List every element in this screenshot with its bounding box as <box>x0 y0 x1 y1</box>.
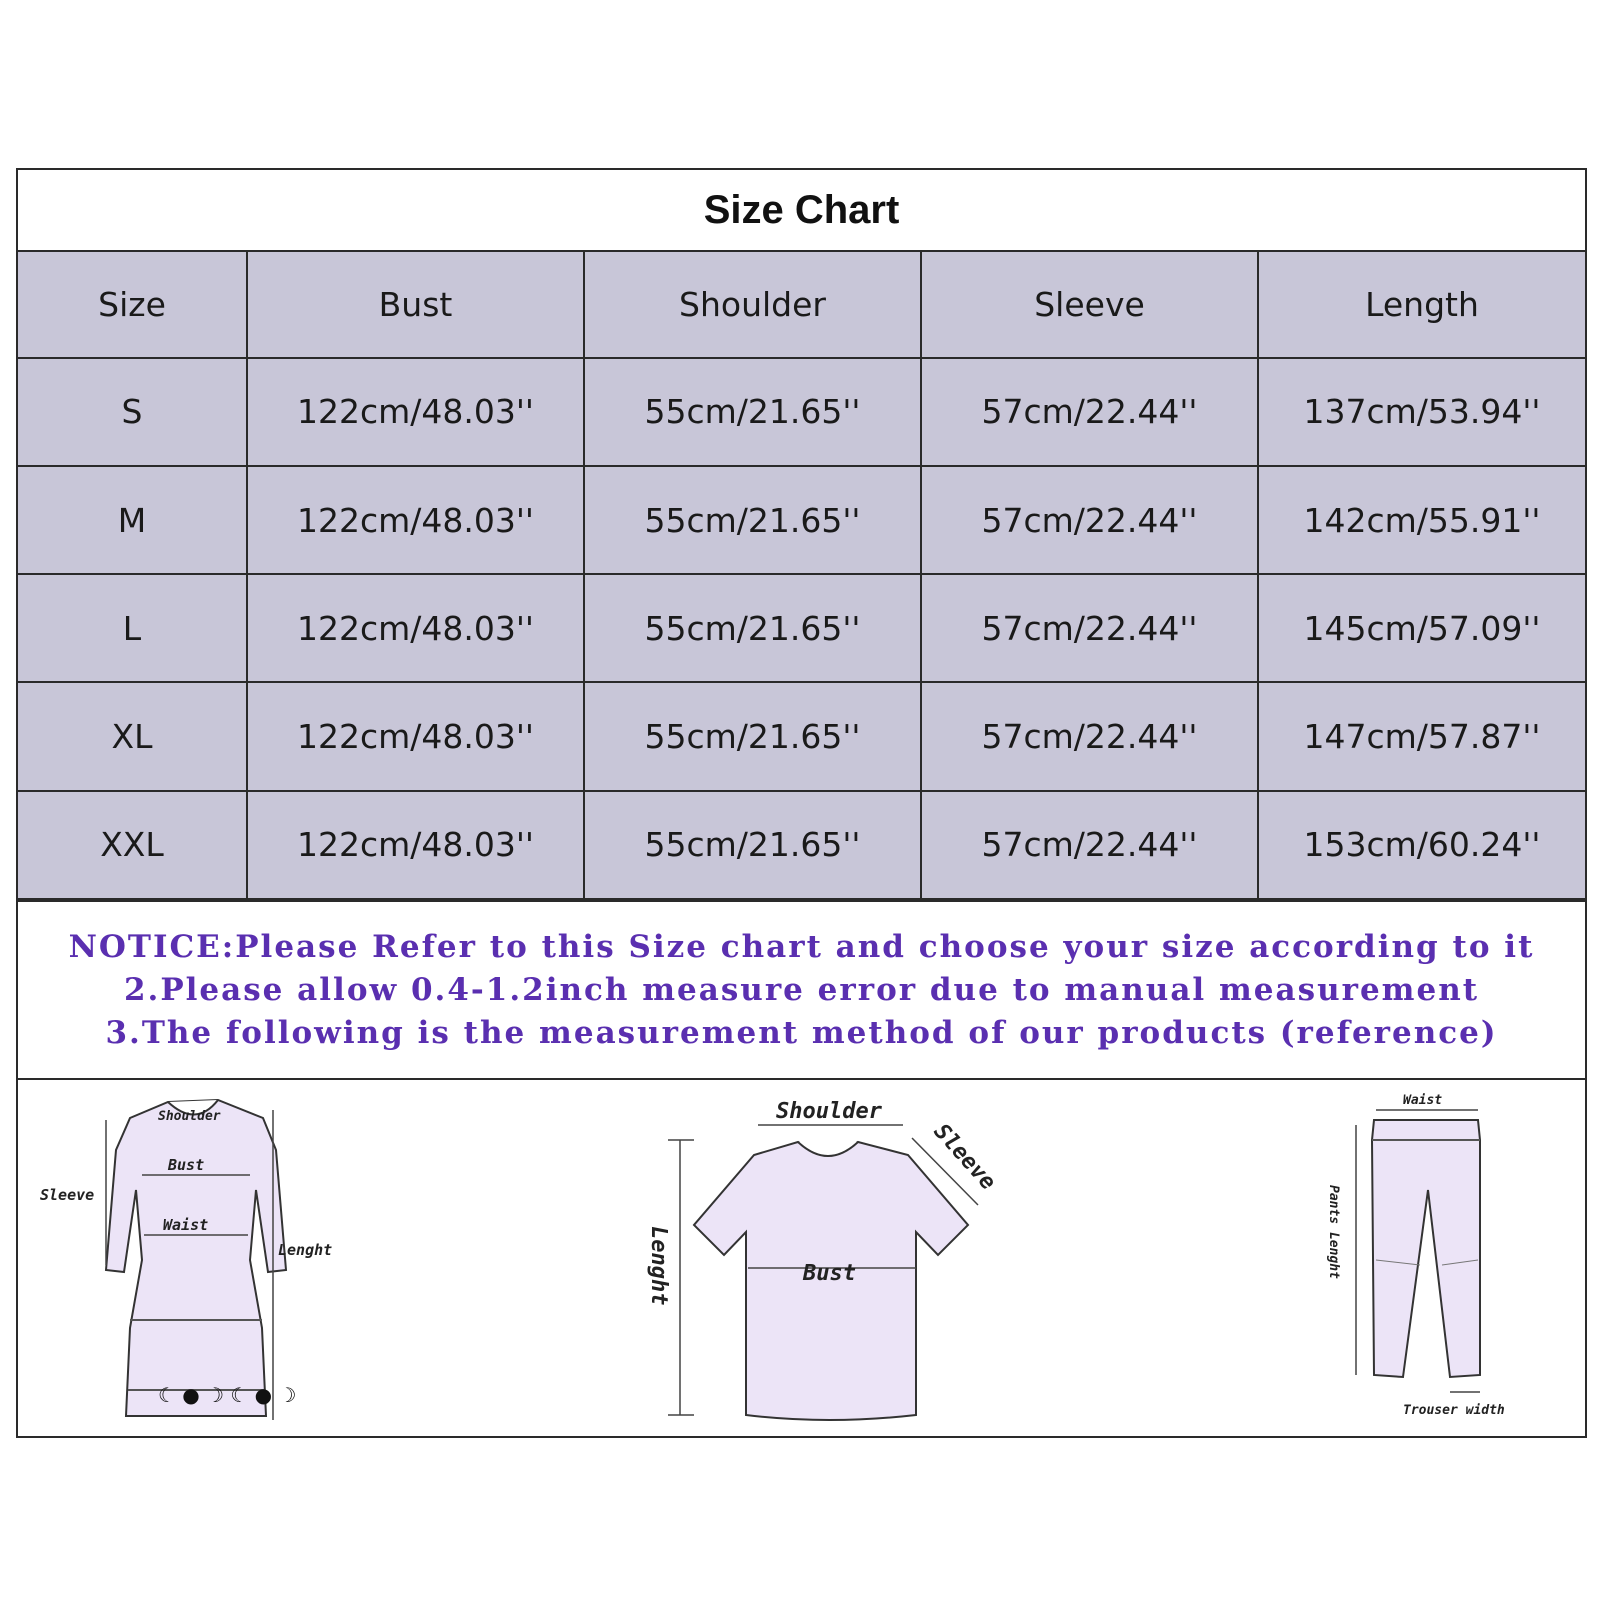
header-size: Size <box>18 252 247 358</box>
header-length: Length <box>1258 252 1585 358</box>
header-shoulder: Shoulder <box>584 252 921 358</box>
notice-line-1: NOTICE:Please Refer to this Size chart and choose your size according to it <box>68 928 1535 965</box>
cell-length: 145cm/57.09'' <box>1258 574 1585 682</box>
dress-shoulder-label: Shoulder <box>158 1109 221 1124</box>
cell-bust: 122cm/48.03'' <box>247 791 584 899</box>
pants-waist-label: Waist <box>1403 1093 1443 1108</box>
size-chart-frame <box>16 168 1587 1438</box>
dress-waist-label: Waist <box>163 1216 209 1234</box>
notice-line-3: 3.The following is the measurement method of our products (reference) <box>105 1014 1498 1051</box>
cell-bust: 122cm/48.03'' <box>247 466 584 574</box>
header-sleeve: Sleeve <box>921 252 1258 358</box>
cell-sleeve: 57cm/22.44'' <box>921 574 1258 682</box>
cell-length: 142cm/55.91'' <box>1258 466 1585 574</box>
tshirt-sleeve-label: Sleeve <box>928 1119 1001 1196</box>
cell-length: 137cm/53.94'' <box>1258 358 1585 466</box>
cell-shoulder: 55cm/21.65'' <box>584 791 921 899</box>
pants-length-label: Pants Lenght <box>1326 1185 1341 1279</box>
tshirt-shoulder-label: Shoulder <box>776 1099 882 1124</box>
cell-sleeve: 57cm/22.44'' <box>921 466 1258 574</box>
table-row <box>18 466 1585 574</box>
measurement-illustrations <box>18 1080 1585 1436</box>
cell-bust: 122cm/48.03'' <box>247 358 584 466</box>
tshirt-length-label: Lenght <box>646 1226 671 1306</box>
size-table <box>18 252 1585 900</box>
cell-shoulder: 55cm/21.65'' <box>584 358 921 466</box>
cell-size: M <box>18 466 247 574</box>
table-row <box>18 682 1585 790</box>
notice-block <box>18 900 1585 1080</box>
cell-sleeve: 57cm/22.44'' <box>921 682 1258 790</box>
table-row <box>18 574 1585 682</box>
cell-bust: 122cm/48.03'' <box>247 682 584 790</box>
cell-sleeve: 57cm/22.44'' <box>921 791 1258 899</box>
cell-size: XXL <box>18 791 247 899</box>
dress-illustration <box>106 1100 296 1420</box>
cell-shoulder: 55cm/21.65'' <box>584 682 921 790</box>
dress-length-label: Lenght <box>278 1241 333 1259</box>
cell-size: XL <box>18 682 247 790</box>
page-title: Size Chart <box>18 170 1585 252</box>
svg-text:☾ ● ☽ ☾ ● ☽: ☾ ● ☽ ☾ ● ☽ <box>158 1383 297 1407</box>
header-bust: Bust <box>247 252 584 358</box>
cell-size: S <box>18 358 247 466</box>
tshirt-bust-label: Bust <box>803 1261 856 1286</box>
table-header-row <box>18 252 1585 358</box>
cell-size: L <box>18 574 247 682</box>
table-row <box>18 791 1585 899</box>
notice-line-2: 2.Please allow 0.4-1.2inch measure error due to manual measurement <box>123 971 1480 1008</box>
cell-length: 153cm/60.24'' <box>1258 791 1585 899</box>
pants-illustration <box>1356 1110 1480 1392</box>
cell-shoulder: 55cm/21.65'' <box>584 466 921 574</box>
dress-sleeve-label: Sleeve <box>40 1186 95 1204</box>
measurement-figures <box>18 1080 1585 1436</box>
pants-trouser-width-label: Trouser width <box>1403 1403 1505 1418</box>
cell-bust: 122cm/48.03'' <box>247 574 584 682</box>
table-row <box>18 358 1585 466</box>
cell-sleeve: 57cm/22.44'' <box>921 358 1258 466</box>
cell-shoulder: 55cm/21.65'' <box>584 574 921 682</box>
dress-bust-label: Bust <box>168 1156 205 1174</box>
cell-length: 147cm/57.87'' <box>1258 682 1585 790</box>
